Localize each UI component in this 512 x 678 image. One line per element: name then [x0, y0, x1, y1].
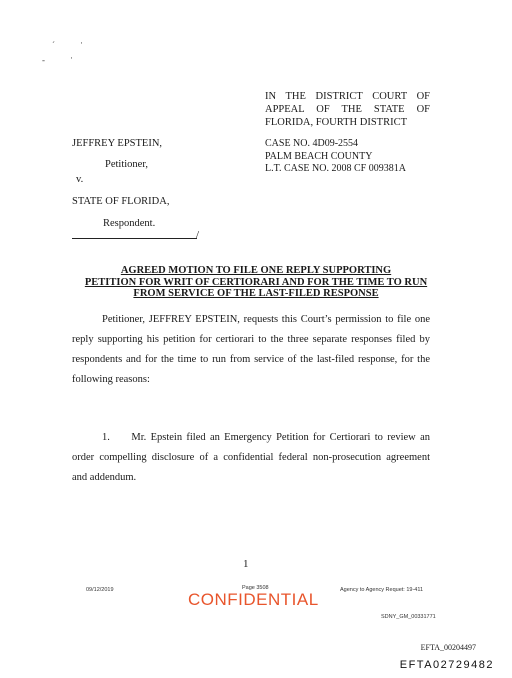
versus: v. [76, 174, 84, 185]
title-line: AGREED MOTION TO FILE ONE REPLY SUPPORTING [120, 265, 392, 276]
paragraph-line: and addendum. [72, 472, 137, 483]
paragraph-line: reply supporting his petition for certiorari to the three separate responses filed by [72, 334, 430, 345]
case-info [265, 138, 406, 176]
paragraph-line: Petitioner, JEFFREY EPSTEIN, requests this Court’s permission to file one [102, 314, 430, 325]
court-line: FLORIDA, FOURTH DISTRICT [265, 117, 408, 128]
paragraph-line: 1. Mr. Epstein filed an Emergency Petition for Certiorari to review an [102, 432, 430, 443]
title-line: FROM SERVICE OF THE LAST-FILED RESPONSE [133, 288, 379, 299]
paragraph-line: respondents and for the time to run from service of the last-filed response, for the [72, 354, 430, 365]
paragraph-line: order compelling disclosure of a confidential federal non-prosecution agreement [72, 452, 430, 463]
title-line: PETITION FOR WRIT OF CERTIORARI AND FOR THE TIME TO RUN [84, 276, 428, 288]
case-county: PALM BEACH COUNTY [265, 150, 373, 162]
footer-page: Page 3508 [242, 585, 269, 591]
intro-paragraph [72, 310, 430, 390]
signature-line [72, 238, 197, 239]
sdny-bates-number: SDNY_GM_00331771 [381, 614, 436, 620]
petitioner-name: JEFFREY EPSTEIN, [72, 138, 163, 149]
court-line: APPEAL OF THE STATE OF [265, 104, 430, 115]
lt-case-number: L.T. CASE NO. 2008 CF 009381A [265, 163, 406, 174]
footer-date: 09/12/2019 [86, 587, 114, 593]
scan-speck: · [70, 53, 73, 63]
scan-speck: - [42, 55, 45, 65]
scan-speck: · [80, 38, 83, 48]
case-number: CASE NO. 4D09-2554 [265, 138, 359, 149]
respondent-role: Respondent. [103, 218, 156, 229]
petitioner-role: Petitioner, [105, 159, 149, 170]
confidential-stamp: CONFIDENTIAL [188, 590, 319, 609]
respondent-name: STATE OF FLORIDA, [72, 196, 170, 207]
scan-speck: ˊ [52, 40, 55, 50]
court-caption [265, 90, 430, 129]
paragraph-line: following reasons: [72, 374, 150, 385]
point-1-paragraph [72, 428, 430, 488]
motion-title [40, 265, 472, 300]
signature-slash: / [196, 229, 200, 241]
footer-agency: Agency to Agency Requet: 19-411 [340, 587, 424, 593]
page-number: 1 [243, 558, 249, 570]
efta-bates-small: EFTA_00204497 [420, 643, 476, 652]
efta-bates-large: EFTA02729482 [399, 659, 494, 671]
court-line: IN THE DISTRICT COURT OF [265, 91, 430, 102]
